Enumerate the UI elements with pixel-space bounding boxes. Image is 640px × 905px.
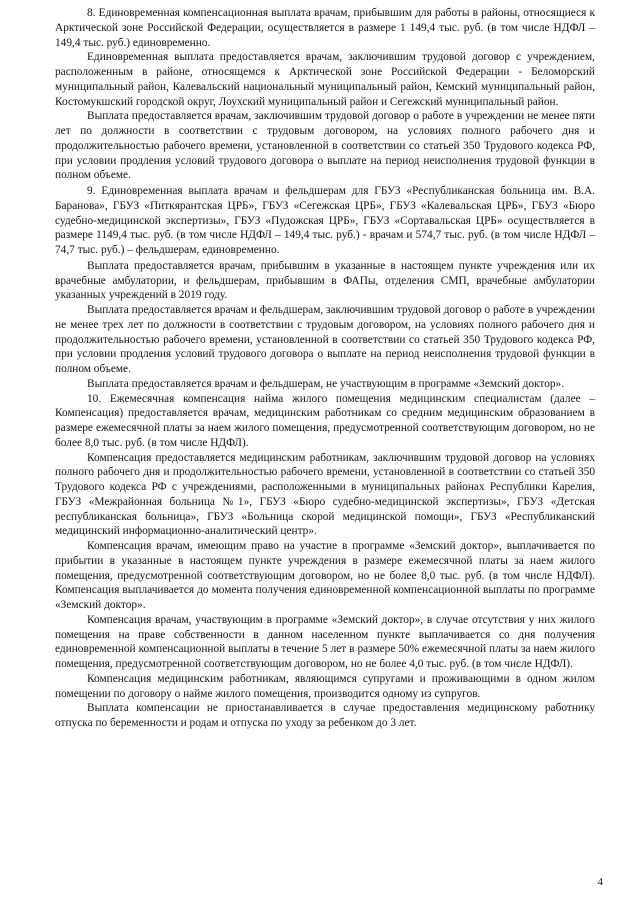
page-number: 4 — [597, 876, 603, 888]
paragraph-10-housing-compensation: 10. Ежемесячная компенсация найма жилого помещения медицинским специалистам (далее – Компенсация) предоставляется врачам, медицинским работникам со средним медицинским образованием в размере ежемесячной платы за наем жилого помещения, предусмотренной соответствующим договором, но не более 8,0 тыс. руб. (в том числе НДФЛ). — [55, 392, 595, 449]
paragraph-10-zemsky-after: Компенсация врачам, участвующим в программе «Земский доктор», в случае отсутствия у них жилого помещения на праве собственности в данном населенном пункте выплачивается со дня получения единовременной компенсационной выплаты в течение 5 лет в размере 50% ежемесячной платы за наем жилого помещения, предусмотренной соответствующим договором, но не более 4,0 тыс. руб. (в том числе НДФЛ). — [55, 613, 595, 670]
paragraph-9-hospitals-payment: 9. Единовременная выплата врачам и фельдшерам для ГБУЗ «Республиканская больница им. В.А. Баранова», ГБУЗ «Питкярантская ЦРБ», ГБУЗ «Сегежская ЦРБ», ГБУЗ «Калевальская ЦРБ», ГБУЗ «Бюро судебно-медицинской экспертизы», ГБУЗ «Пудожская ЦРБ», ГБУЗ «Сортавальская ЦРБ» осуществляется в размере 1149,4 тыс. руб. (в том числе НДФЛ – 149,4 тыс. руб.) - врачам и 574,7 тыс. руб. (в том числе НДФЛ – 74,7 тыс. руб.) – фельдшерам, единовременно. — [55, 185, 595, 256]
paragraph-9-conditions: Выплата предоставляется врачам и фельдшерам, заключившим трудовой договор о работе в учреждении не менее трех лет по должности в соответствии с трудовым договором, на условиях полного рабочего дня и продолжительностью рабочего времени, установленной в соответствии со статьей 350 Трудового кодекса РФ, при условии продления условий трудового договора о выплате на период неисполнения трудовой функции в полном объеме. — [55, 304, 596, 375]
paragraph-10-eligible-institutions: Компенсация предоставляется медицинским работникам, заключившим трудовой договор на условиях полного рабочего дня и продолжительностью рабочего времени, установленной в соответствии со статьей 350 Трудового кодекса РФ с учреждениями, расположенными в муниципальных районах Республики Карелия, ГБУЗ «Межрайонная больница №1», ГБУЗ «Бюро судебно-медицинской экспертизы», ГБУЗ «Детская республиканская больница», ГБУЗ «Больница скорой медицинской помощи», ГБУЗ «Республиканский медицинский информационно-аналитический центр». — [55, 451, 595, 538]
paragraph-9-zemsky-exclusion: Выплата предоставляется врачам и фельдшерам, не участвующим в программе «Земский доктор». — [87, 377, 565, 390]
paragraph-arctic-districts: Единовременная выплата предоставляется врачам, заключившим трудовой договор с учреждением, расположенным в районе, относящемся к Арктической зоне Российской Федерации - Беломорский муниципальный район, Калевальский национальный муниципальный район, Кемский муниципальный район, Костомукшский городской округ, Лоухский муниципальный район и Сегежский муниципальный район. — [55, 51, 595, 108]
paragraph-8-arctic-payment: 8. Единовременная компенсационная выплата врачам, прибывшим для работы в районы, относящиеся к Арктической зоне Российской Федерации, осуществляется в размере 1 149,4 тыс. руб. (в том числе НДФЛ – 149,4 тыс. руб.) единовременно. — [55, 7, 595, 49]
document-body — [55, 6, 595, 731]
paragraph-9-eligibility: Выплата предоставляется врачам, прибывшим в указанные в настоящем пункте учреждения или их врачебные амбулатории, и фельдшерам, прибывшим в ФАПы, отделения СМП, врачебные амбулатории указанных учреждений в 2019 году. — [55, 259, 595, 302]
paragraph-10-leave: Выплата компенсации не приостанавливается в случае предоставления медицинскому работнику отпуска по беременности и родам и отпуска по уходу за ребенком до 3 лет. — [55, 702, 595, 729]
paragraph-10-zemsky-before: Компенсация врачам, имеющим право на участие в программе «Земский доктор», выплачивается по прибытии в указанные в настоящем пункте учреждения в размере ежемесячной платы за наем жилого помещения, предусмотренной соответствующим договором, но не более 8,0 тыс. руб. (в том числе НДФЛ). Компенсация выплачивается до момента получения единовременной компенсационной выплаты по программе «Земский доктор». — [55, 540, 595, 611]
paragraph-10-spouses: Компенсация медицинским работникам, являющимся супругами и проживающими в одном жилом помещении по договору о найме жилого помещения, производится одному из супругов. — [55, 672, 595, 700]
paragraph-arctic-conditions: Выплата предоставляется врачам, заключившим трудовой договор о работе в учреждении не менее пяти лет по должности в соответствии с трудовым договором, на условиях полного рабочего дня и продолжительностью рабочего времени, установленной в соответствии со статьей 350 Трудового кодекса РФ, при условии продления условий трудового договора о выплате на период неисполнения трудовой функции в полном объеме. — [55, 110, 595, 182]
